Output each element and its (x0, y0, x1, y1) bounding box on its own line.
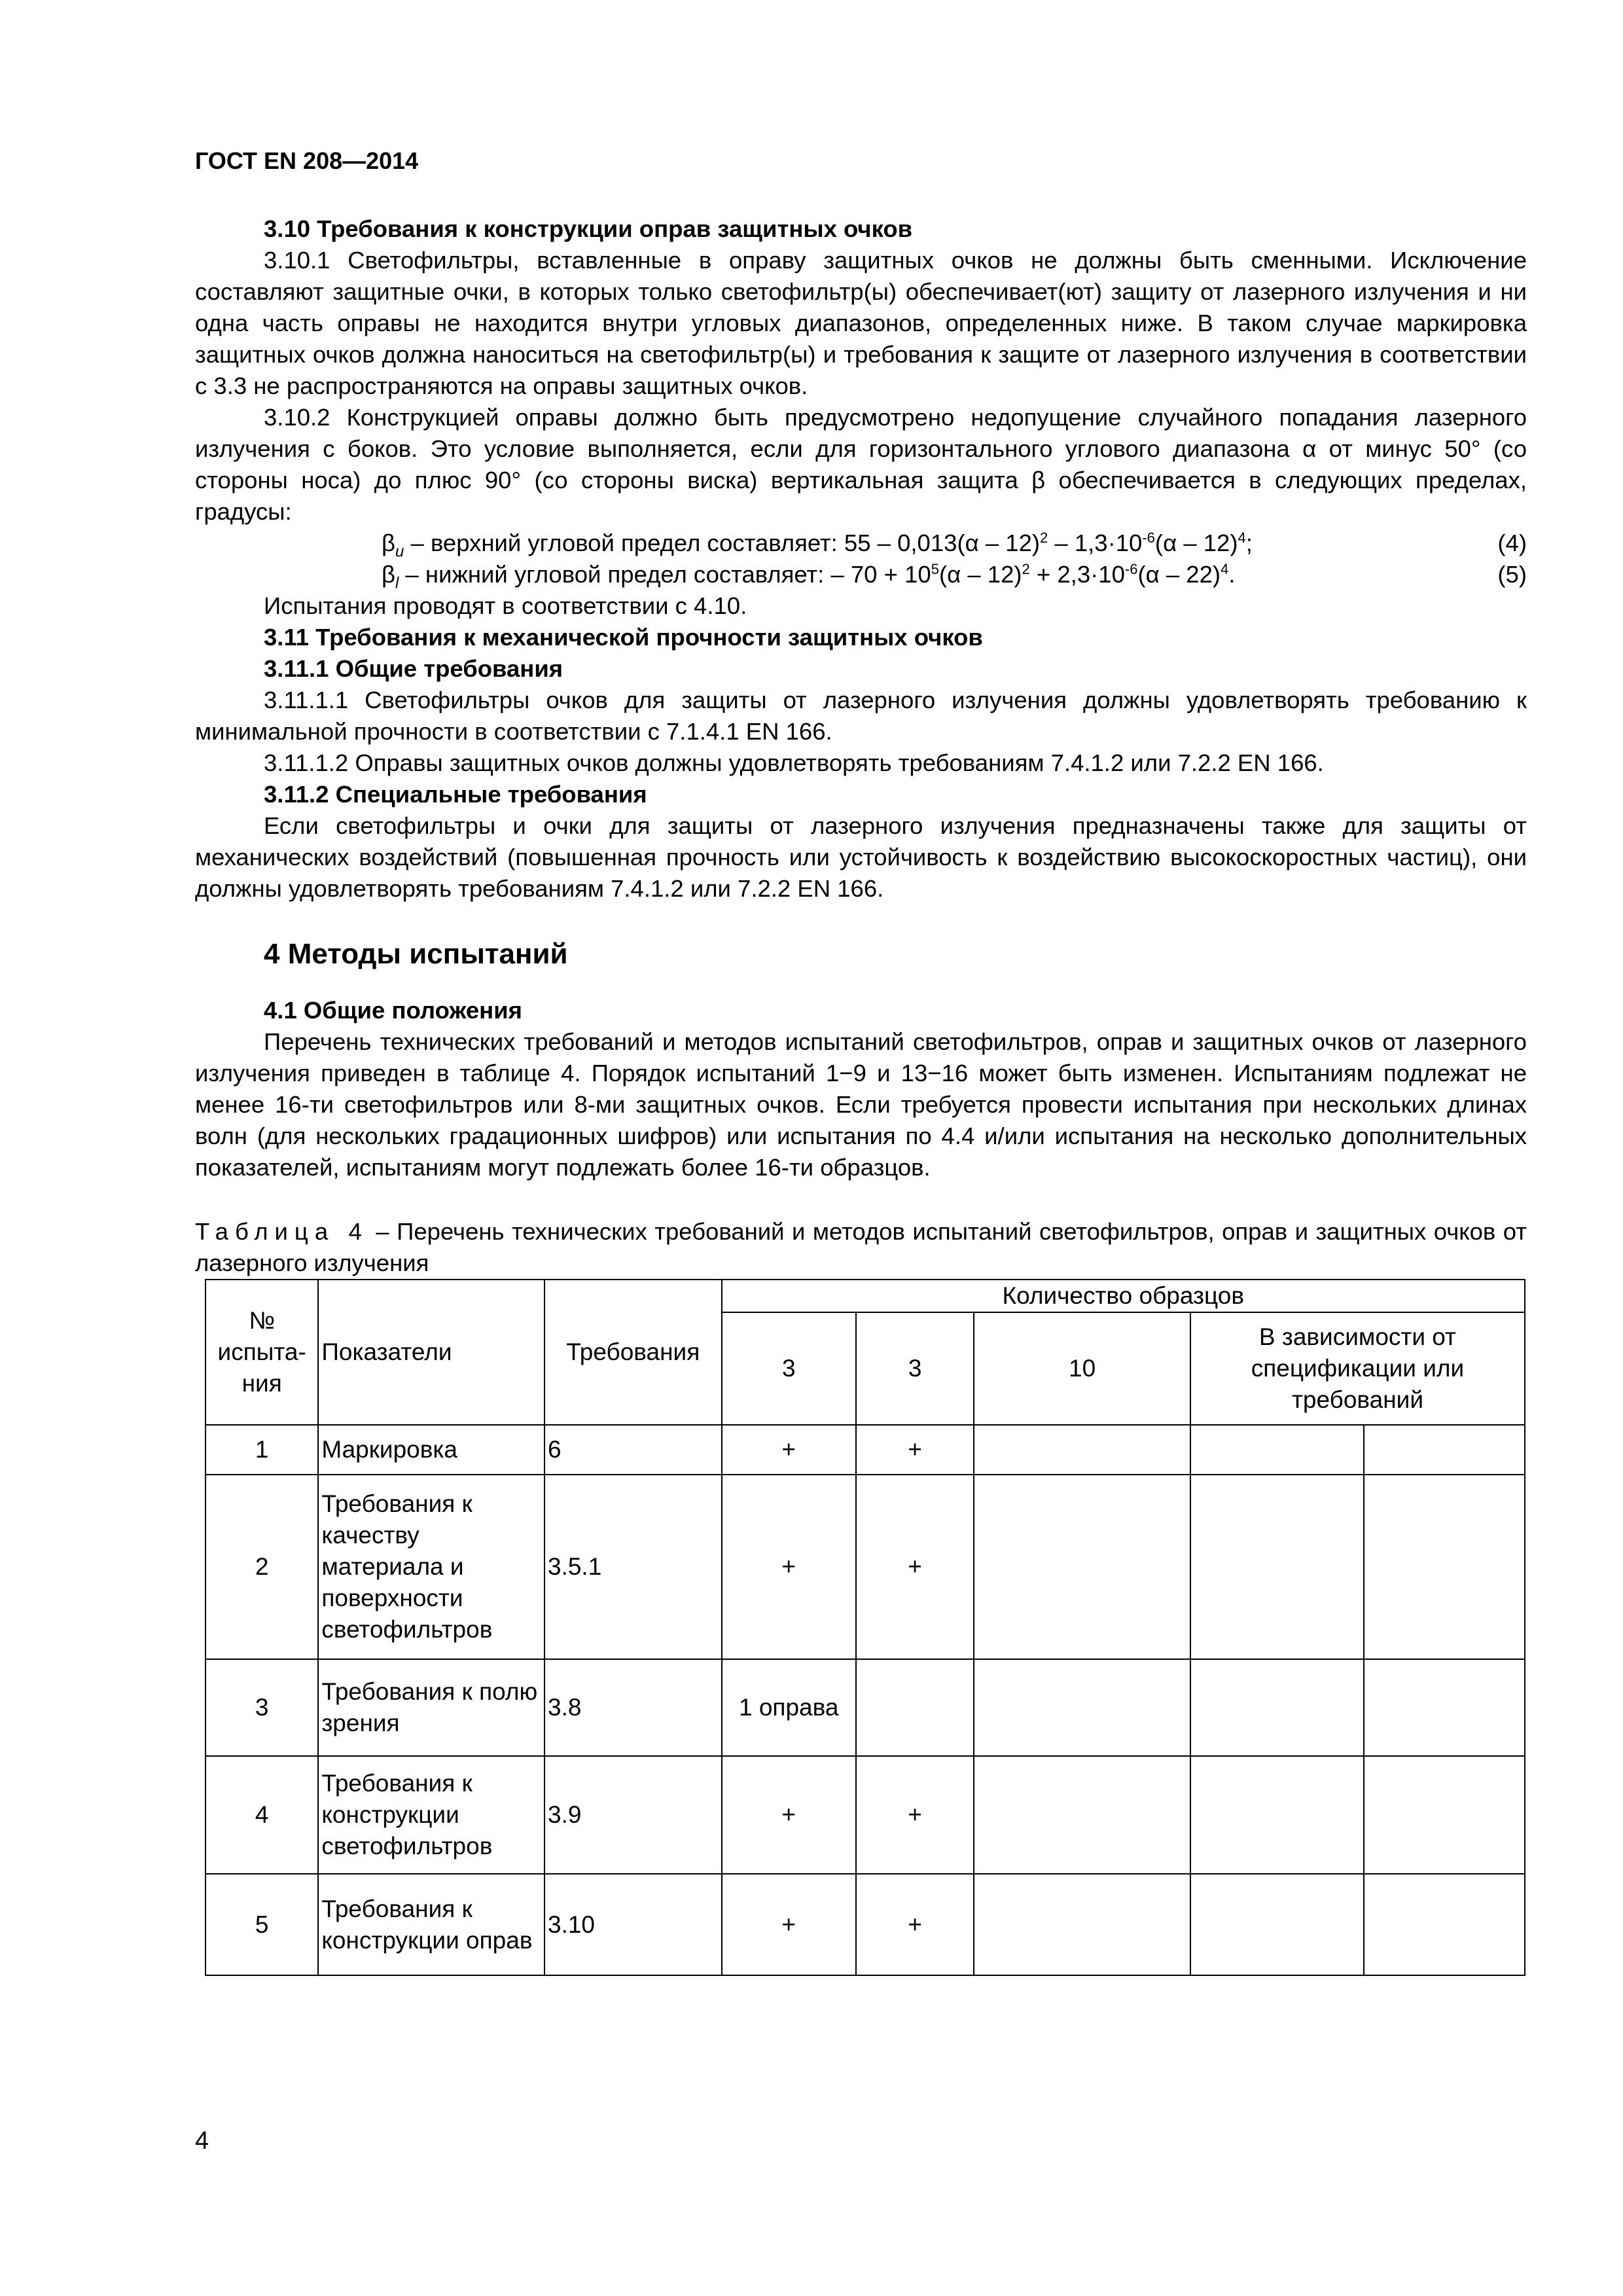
cell-indicator: Требования к конструкции светофильтров (318, 1756, 544, 1874)
cell-num: 4 (205, 1756, 318, 1874)
table-row (205, 1475, 1525, 1659)
cell-q2: + (856, 1425, 974, 1475)
cell-q2: + (856, 1756, 974, 1874)
header-qty-3b: 3 (856, 1312, 974, 1425)
cell-q4 (1190, 1874, 1364, 1975)
document-body (195, 145, 1527, 1976)
table-row (205, 1659, 1525, 1756)
table-row (205, 1425, 1525, 1475)
cell-q2: + (856, 1475, 974, 1659)
cell-q5 (1364, 1874, 1525, 1975)
paragraph-4-1: Перечень технических требований и методов испытаний светофильтров, оправ и защитных очков от лазерного излучения приведен в таблице 4. Порядок испытаний 1−9 и 13−16 может быть изменен. Испытаниям подлежат не менее 16-ти светофильтров или 8-ми защитных очков. Если требуется провести испытания при нескольких длинах волн (для нескольких градационных шифров) или испытания по 4.4 и/или испытания на несколько дополнительных показателей, испытаниям могут подлежать более 16-ти образцов. (195, 1028, 1527, 1181)
paragraph-3-11-1-2: 3.11.1.2 Оправы защитных очков должны удовлетворять требованиям 7.4.1.2 или 7.2.2 EN 166. (264, 749, 1324, 776)
cell-q3 (974, 1659, 1190, 1756)
cell-q5 (1364, 1475, 1525, 1659)
header-qty-10: 10 (974, 1312, 1190, 1425)
cell-q5 (1364, 1659, 1525, 1756)
cell-q5 (1364, 1756, 1525, 1874)
table-caption (195, 1216, 1527, 1279)
cell-num: 2 (205, 1475, 318, 1659)
paragraph-3-10-2: 3.10.2 Конструкцией оправы должно быть предусмотрено недопущение случайного попадания лазерного излучения с боков. Это условие выполняется, если для горизонтального углового диапазона α от минус 50° (со стороны носа) до плюс 90° (со стороны виска) вертикальная защита β обеспечивается в следующих пределах, градусы: (195, 404, 1527, 525)
formula-upper-limit: $\beta_u$ – верхний угловой предел составляет: $55 - 0,013(\alpha - 12)^2 - 1,3\cdot 10^{-6}(\alpha - 12)^4$; (4) (195, 528, 1527, 559)
formula-lower-limit: $\beta_l$ – нижний угловой предел составляет: – $70 + 10^5(\alpha - 12)^2 + 2,3\cdot 10^{-6}(\alpha - 22)^4$. (5) (195, 559, 1527, 590)
cell-q3 (974, 1756, 1190, 1874)
paragraph-test-reference: Испытания проводят в соответствии с 4.10. (264, 592, 747, 619)
formula-number-4: (4) (1497, 529, 1527, 556)
cell-q5 (1364, 1425, 1525, 1475)
cell-q3 (974, 1475, 1190, 1659)
header-requirements: Требования (544, 1280, 722, 1425)
table-caption-text: – Перечень технических требований и методов испытаний светофильтров, оправ и защитных очков от лазерного излучения (195, 1218, 1527, 1276)
paragraph-3-10-1: 3.10.1 Светофильтры, вставленные в оправу защитных очков не должны быть сменными. Исключение составляют защитные очки, в которых только светофильтр(ы) обеспечивает(ют) защиту от лазерного излучения и ни одна часть оправы не находится внутри угловых диапазонов, определенных ниже. В таком случае маркировка защитных очков должна наноситься на светофильтр(ы) и требования к защите от лазерного излучения в соответствии с 3.3 не распространяются на оправы защитных очков. (195, 247, 1527, 399)
requirements-table (205, 1279, 1525, 1976)
cell-req: 3.10 (544, 1874, 722, 1975)
cell-q1: + (722, 1475, 856, 1659)
cell-q3 (974, 1425, 1190, 1475)
cell-req: 3.5.1 (544, 1475, 722, 1659)
section-3-10-title: 3.10 Требования к конструкции оправ защитных очков (264, 215, 913, 242)
cell-indicator: Требования к полю зрения (318, 1659, 544, 1756)
section-4-title: 4 Методы испытаний (264, 938, 568, 970)
header-qty-3a: 3 (722, 1312, 856, 1425)
cell-num: 1 (205, 1425, 318, 1475)
header-test-number: № испыта-ния (205, 1280, 318, 1425)
cell-req: 6 (544, 1425, 722, 1475)
cell-q2: + (856, 1874, 974, 1975)
document-header: ГОСТ EN 208—2014 (195, 147, 419, 174)
cell-num: 5 (205, 1874, 318, 1975)
cell-q4 (1190, 1756, 1364, 1874)
cell-q1: 1 оправа (722, 1659, 856, 1756)
cell-q2 (856, 1659, 974, 1756)
table-row (205, 1756, 1525, 1874)
formula-number-5: (5) (1497, 561, 1527, 588)
cell-q4 (1190, 1659, 1364, 1756)
section-3-11-title: 3.11 Требования к механической прочности защитных очков (264, 624, 983, 651)
cell-indicator: Маркировка (318, 1425, 544, 1475)
section-4-1-title: 4.1 Общие положения (264, 997, 522, 1024)
cell-q3 (974, 1874, 1190, 1975)
cell-indicator: Требования к качеству материала и поверхности светофильтров (318, 1475, 544, 1659)
cell-q1: + (722, 1425, 856, 1475)
table-row (205, 1874, 1525, 1975)
cell-req: 3.8 (544, 1659, 722, 1756)
cell-q4 (1190, 1475, 1364, 1659)
cell-num: 3 (205, 1659, 318, 1756)
cell-indicator: Требования к конструкции оправ (318, 1874, 544, 1975)
header-sample-count: Количество образцов (722, 1280, 1525, 1312)
paragraph-3-11-2: Если светофильтры и очки для защиты от лазерного излучения предназначены также для защиты от механических воздействий (повышенная прочность или устойчивость к воздействию высокоскоростных частиц), они должны удовлетворять требованиям 7.4.1.2 или 7.2.2 EN 166. (195, 812, 1527, 902)
cell-q4 (1190, 1425, 1364, 1475)
header-indicators: Показатели (318, 1280, 544, 1425)
table-caption-label: Таблица 4 (195, 1218, 368, 1245)
cell-q1: + (722, 1756, 856, 1874)
header-qty-depends: В зависимости от спецификации или требований (1190, 1312, 1525, 1425)
section-3-11-1-title: 3.11.1 Общие требования (264, 655, 563, 682)
page-number: 4 (195, 2127, 209, 2155)
cell-req: 3.9 (544, 1756, 722, 1874)
section-3-11-2-title: 3.11.2 Специальные требования (264, 781, 647, 808)
cell-q1: + (722, 1874, 856, 1975)
paragraph-3-11-1-1: 3.11.1.1 Светофильтры очков для защиты от лазерного излучения должны удовлетворять требованию к минимальной прочности в соответствии с 7.1.4.1 EN 166. (195, 687, 1527, 745)
